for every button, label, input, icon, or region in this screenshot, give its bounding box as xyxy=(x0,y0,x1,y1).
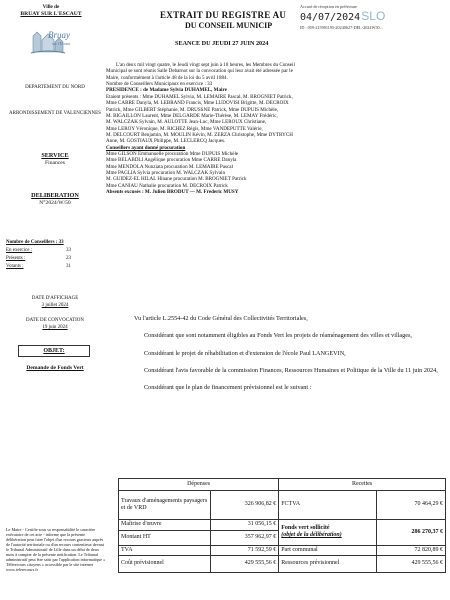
objet-label: OBJET: xyxy=(43,348,65,354)
objet-box xyxy=(18,345,90,357)
count-label: En exercice : xyxy=(6,248,33,253)
revenue-label: FCTVA xyxy=(279,491,377,520)
table-row xyxy=(119,491,446,520)
legal-footer: Le Maire - Certifie sous sa responsabilité le caractère exécutoire de cet acte - informe que la présente délibération peut faire l'objet d'un recours gracieux auprès de l'autorité territoriale ou d'un recours contentieux devant le Tribunal Administratif de Lille dans un délai de deux mois à compter de la présente notification. Le Tribunal administratif peut être saisi par l'application informatique « Télérecours citoyens » accessible par le site internet www.telerecours.fr xyxy=(6,527,106,573)
count-value: 33 xyxy=(66,248,71,253)
expense-label: Coût prévisionnel xyxy=(119,556,211,573)
financing-table xyxy=(118,478,446,573)
counts-title: Nombre de Conseillers : 33 xyxy=(6,240,64,245)
absents: Absents excusés : M. Julien BRODUT — M. Frederic MUSY xyxy=(106,189,239,196)
service-name: Finances xyxy=(45,160,65,166)
count-row xyxy=(6,264,104,270)
revenues-header: Recettes xyxy=(279,479,446,491)
convocation-date: 19 juin 2024 xyxy=(42,325,68,330)
intro-line: L'an deux mil vingt quatre, le Jeudi vingt sept juin à 18 heures, les Membres du Conseil xyxy=(116,62,295,68)
expense-label: Travaux d'aménagements paysagers et de VRD xyxy=(119,491,211,520)
table-row xyxy=(119,545,446,556)
stamp-initials: SLO xyxy=(361,9,386,24)
expense-label: Maîtrise d'œuvre xyxy=(119,520,211,531)
revenue-value: 429 555,56 € xyxy=(377,556,446,573)
expense-label: TVA xyxy=(119,545,211,556)
town-line1: Ville de xyxy=(42,4,60,10)
objet-text: Demande de Fonds Vert xyxy=(26,365,84,371)
stamp-line3: ID : 059-215901195-20240627-DEL-2024W50... xyxy=(300,24,383,30)
reception-stamp xyxy=(300,4,445,40)
arrondissement: ARRONDISSEMENT DE VALENCIENNES xyxy=(9,111,101,116)
expense-value: 357 962,97 € xyxy=(210,530,279,545)
seance-date: SEANCE DU JEUDI 27 JUIN 2024 xyxy=(175,40,269,47)
considerant: Considérant le projet de réhabilitation et d'extension de l'école Paul LANGEVIN, xyxy=(144,349,346,357)
revenue-label: Fonds vert sollicité xyxy=(281,524,330,531)
procuration-line: Mme GILSON Emmanuelle procuration Mme DUPUIS Michèle xyxy=(106,151,239,158)
stamp-date: 04/07/2024 xyxy=(300,12,361,24)
expense-value: 326 906,82 € xyxy=(210,491,279,520)
considerant: Considérant que sont notamment éligibles au Fonds Vert les projets de réaménagement des villes et villages, xyxy=(144,332,412,340)
revenue-value: 286 270,37 € xyxy=(377,520,446,546)
procuration-line: Mme PAGLIA Sylvia procuration M. WALCZAK Sylvain xyxy=(106,170,225,177)
logo-subtext: sur l'Escaut xyxy=(52,41,71,46)
presents-line: Patrick, Mme GILBERT Stéphanie, M. DRUSSNE Patrick, Mme DUPUIS Michèle, xyxy=(106,106,279,113)
expense-value: 429 555,56 € xyxy=(210,556,279,573)
document-title: EXTRAIT DU REGISTRE AU xyxy=(160,10,287,20)
procuration-line: Mme MENDOLA Nunziata procuration M. LEMAIRE Pascal xyxy=(106,163,233,170)
service-label: SERVICE xyxy=(41,152,69,159)
presents-line: M. BIGAILLON Laurent, Mme DELGARDE Marie-Thérèse, M. LEMAY Frédéric, xyxy=(106,112,278,119)
considerant: Vu l'article L.2554-42 du Code Général des Collectivités Territoriales, xyxy=(134,315,308,322)
considerant: Considérant que le plan de financement prévisionnel est le suivant : xyxy=(144,384,312,392)
revenue-value: 70 464,29 € xyxy=(377,491,446,520)
expense-value: 31 056,15 € xyxy=(210,520,279,531)
presents-line: Anne, M. GOSTIAUX Philippe, M. LECLERCQ Jacques. xyxy=(106,138,226,145)
expenses-header: Dépenses xyxy=(119,479,279,491)
town-name: BRUAY SUR L'ESCAUT xyxy=(20,11,82,17)
presents-line: Mme LEROY Véronique, M. RICHEZ Régis, Mme VANDEPUTTE Valérie, xyxy=(106,125,263,132)
count-label: Présents : xyxy=(6,256,26,261)
procuration-line: Mme BELABDLI Angélique procuration Mme CARRE Danyla xyxy=(106,157,237,164)
count-label: Votants : xyxy=(6,264,24,269)
presents-line: M. WALCZAK Sylvain, M. AULOTTE Jean-Luc, Mme LEROUX Christiane, xyxy=(106,119,267,126)
deliberation-label: DELIBERATION xyxy=(31,192,79,199)
expense-value: 71 592,59 € xyxy=(210,545,279,556)
procuration-line: Mme CANIAU Nathalie procuration M. DECROIX Patrick xyxy=(106,182,228,189)
procuration-title: Conseillers ayant donné procuration xyxy=(106,144,186,151)
presents-line: M. DELCOURT Benjamin, M. MOULIN Kévin, M. ZERZA Christophe, Mme DYTRYCH xyxy=(106,131,293,138)
count-value: 23 xyxy=(66,256,71,261)
convocation-label: DATE DE CONVOCATION xyxy=(25,318,85,323)
presents-line: Etaient présents : Mme DUHAMEL Sylvia, M. LEMAIRE Pascal, M. BROGNIET Patrick, xyxy=(106,93,293,100)
intro-line: Municipal se sont réunis Salle Debarnot sur la convocation qui leur avait été adressée par le xyxy=(106,68,293,75)
affichage-label: DATE D'AFFICHAGE xyxy=(31,296,79,301)
revenue-label-cell xyxy=(279,520,377,546)
count-value: 31 xyxy=(66,264,71,269)
table-row xyxy=(119,556,446,573)
table-row xyxy=(119,520,446,531)
intro-line: Maire, conformément à l'article 48 de la loi du 5 avril 1884. xyxy=(106,74,228,81)
presidence: PRESIDENCE : de Madame Sylvia DUHAMEL, Maire xyxy=(106,87,227,94)
intro-line: Nombre de Conseillers Municipaux en exercice : 33 xyxy=(106,81,213,88)
presents-line: Mme CARRE Danyla, M. LEBRAND Francis, Mme LUDOVISI Brigitte, M. DECROIX xyxy=(106,100,289,107)
revenue-label: Ressources prévisionnel xyxy=(279,556,377,573)
deliberation-number: N°2024/W/50 xyxy=(39,200,71,206)
logo-text: Bruay xyxy=(48,30,70,40)
department: DEPARTEMENT DU NORD xyxy=(25,85,85,90)
count-row xyxy=(6,248,104,254)
table-header-row xyxy=(119,479,446,491)
revenue-value: 72 820,89 € xyxy=(377,545,446,556)
revenue-label: Part communal xyxy=(279,545,377,556)
stamp-line1: Accusé de réception en préfecture xyxy=(300,4,357,9)
document-subtitle: DU CONSEIL MUNICIP xyxy=(185,21,273,30)
expense-label: Montant HT xyxy=(119,530,211,545)
considerant: Considérant l'avis favorable de la commission Finances, Ressources Humaines et Politique de la Ville du 11 juin 2024, xyxy=(144,367,438,375)
affichage-date: 3 juillet 2024 xyxy=(41,303,69,308)
procuration-line: M. GUIDEZ-EL HILAL Hinane procuration M. BROGNIET Patrick xyxy=(106,176,247,183)
revenue-note: (objet de la délibération) xyxy=(281,532,342,539)
count-row xyxy=(6,256,104,262)
